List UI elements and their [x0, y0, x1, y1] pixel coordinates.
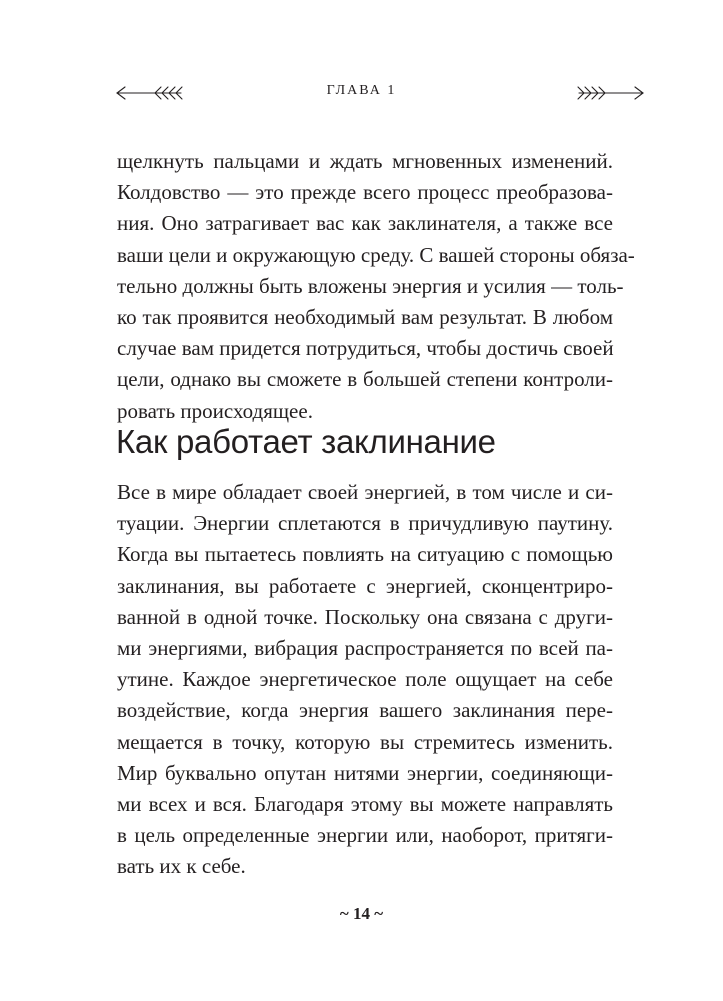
- text-line: вать их к себе.: [117, 854, 246, 879]
- text-line: заклинания, вы работаете с энергией, сконцентриро-: [117, 573, 613, 598]
- text-line: воздействие, когда энергия вашего заклинания пере-: [117, 698, 613, 723]
- paragraph-intro: [117, 146, 635, 427]
- text-line: Мир буквально опутан нитями энергии, соединяющи-: [117, 760, 613, 785]
- text-line: туации. Энергии сплетаются в причудливую паутину.: [117, 511, 613, 536]
- text-line: ния. Оно затрагивает вас как заклинателя, а также все: [117, 211, 613, 236]
- page-number: ~ 14 ~: [339, 904, 384, 923]
- text-line: Когда вы пытаетесь повлиять на ситуацию с помощью: [117, 542, 613, 567]
- text-line: ми энергиями, вибрация распространяется по всей па-: [117, 636, 613, 661]
- chapter-label: ГЛАВА 1: [326, 83, 397, 98]
- text-line: щелкнуть пальцами и ждать мгновенных изменений.: [117, 149, 613, 173]
- running-header: [0, 78, 723, 108]
- text-line: ванной в одной точке. Поскольку она связана с други-: [117, 604, 613, 629]
- text-line: случае вам придется потрудиться, чтобы достичь своей: [117, 336, 614, 361]
- text-line: в цель определенные энергии или, наоборот, притяги-: [117, 823, 613, 848]
- text-line: утине. Каждое энергетическое поле ощущает на себе: [117, 667, 613, 692]
- text-line: Колдовство — это прежде всего процесс преобразова-: [117, 180, 613, 205]
- text-line: цели, однако вы сможете в большей степени контроли-: [117, 367, 613, 392]
- text-line: ми всех и вся. Благодаря этому вы можете направлять: [117, 792, 613, 817]
- text-line: мещается в точку, которую вы стремитесь изменить.: [117, 729, 613, 754]
- section-heading: Как работает заклинание: [116, 423, 496, 460]
- text-line: ко так проявится необходимый вам результат. В любом: [117, 305, 613, 330]
- text-line: ровать происходящее.: [117, 398, 313, 423]
- arrow-right-icon: [577, 85, 645, 101]
- text-line: Все в мире обладает своей энергией, в том числе и си-: [117, 480, 613, 504]
- text-line: ваши цели и окружающую среду. С вашей стороны обяза-: [117, 242, 635, 267]
- text-line: тельно должны быть вложены энергия и усилия — толь-: [117, 273, 624, 298]
- paragraph-body: [117, 477, 613, 883]
